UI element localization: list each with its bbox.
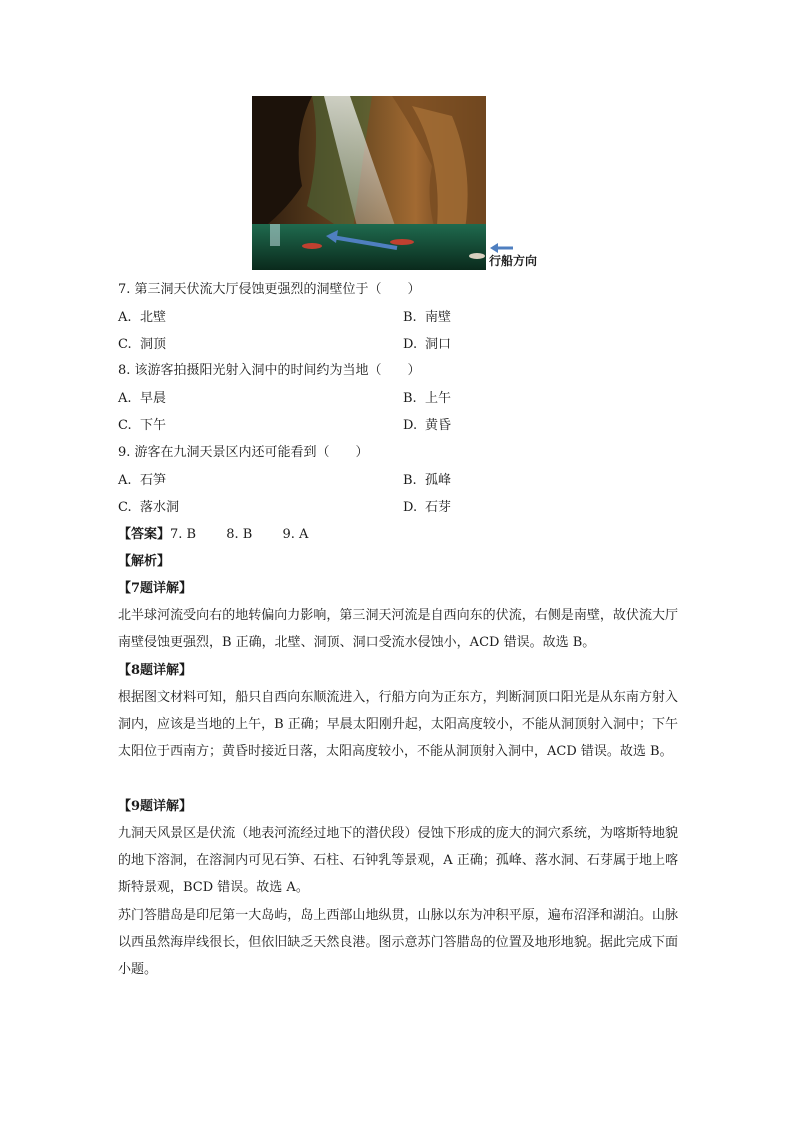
q8-option-d: D. 黄昏	[403, 418, 452, 433]
q7-option-c: C. 洞顶	[118, 337, 167, 352]
direction-label: 行船方向	[489, 254, 538, 268]
q8-option-c: C. 下午	[118, 418, 167, 433]
q7-option-a: A. 北壁	[118, 310, 167, 325]
question-8-stem: 8. 该游客拍摄阳光射入洞中的时间约为当地（ ）	[118, 363, 421, 378]
q9-option-c: C. 落水洞	[118, 500, 180, 515]
detail-7-text: 北半球河流受向右的地转偏向力影响，第三洞天河流是自西向东的伏流，右侧是南壁，故伏流大厅南壁侵蚀更强烈，B 正确，北壁、洞顶、洞口受流水侵蚀小，ACD 错误。故选 B。	[118, 608, 678, 651]
analysis-label: 【解析】	[118, 554, 171, 569]
q8-option-b: B. 上午	[403, 391, 452, 406]
detail-8-label: 【8题详解】	[118, 663, 193, 678]
q7-option-b: B. 南壁	[403, 310, 452, 325]
question-9-stem: 9. 游客在九洞天景区内还可能看到（ ）	[118, 445, 369, 460]
detail-8-text: 根据图文材料可知，船只自西向东顺流进入，行船方向为正东方，判断洞顶口阳光是从东南方射入洞内，应该是当地的上午，B 正确；早晨太阳刚升起，太阳高度较小，不能从洞顶射入洞中；下午太阳位于西南方；黄昏时接近日落，太阳高度较小，不能从洞顶射入洞中，ACD 错误。故选 B。	[118, 690, 678, 760]
answer-text: 7. B 8. B 9. A	[170, 527, 309, 542]
detail-9-text: 九洞天风景区是伏流（地表河流经过地下的潜伏段）侵蚀下形成的庞大的洞穴系统，为喀斯特地貌的地下溶洞，在溶洞内可见石笋、石柱、石钟乳等景观，A 正确；孤峰、落水洞、石芽属于地上喀斯特景观，BCD 错误。故选 A。	[118, 826, 678, 896]
q9-option-d: D. 石芽	[403, 500, 452, 515]
cave-photo	[252, 96, 486, 270]
answer-label: 【答案】	[118, 527, 171, 542]
detail-7-label: 【7题详解】	[118, 581, 193, 596]
q8-option-a: A. 早晨	[118, 391, 167, 406]
q7-option-d: D. 洞口	[403, 337, 452, 352]
q9-option-b: B. 孤峰	[403, 473, 452, 488]
answer-line	[118, 526, 308, 544]
cave-photo-illustration	[252, 96, 486, 270]
question-7-stem: 7. 第三洞天伏流大厅侵蚀更强烈的洞壁位于（ ）	[118, 282, 421, 297]
next-section-intro: 苏门答腊岛是印尼第一大岛屿，岛上西部山地纵贯，山脉以东为冲积平原，遍布沼泽和湖泊。山脉以西虽然海岸线很长，但依旧缺乏天然良港。图示意苏门答腊岛的位置及地形地貌。据此完成下面小题。	[118, 908, 678, 978]
q9-option-a: A. 石笋	[118, 473, 167, 488]
detail-9-label: 【9题详解】	[118, 799, 193, 814]
